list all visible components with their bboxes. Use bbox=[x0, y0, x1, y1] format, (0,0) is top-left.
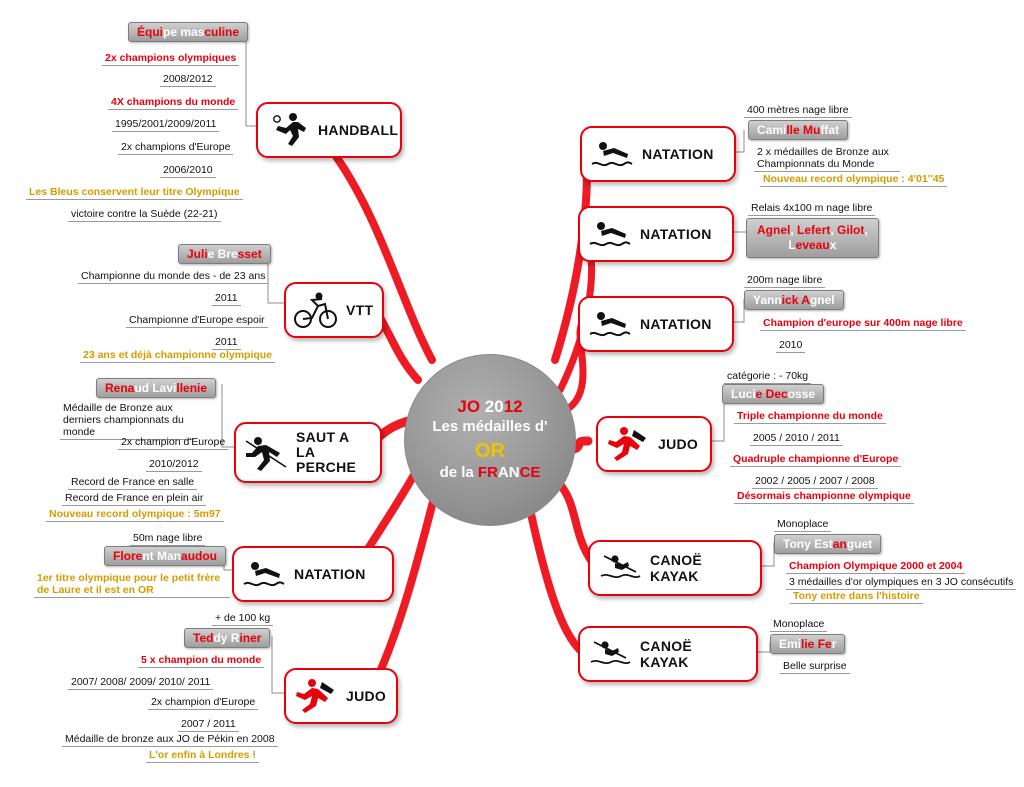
sub-header: catégorie : - 70kg bbox=[724, 370, 811, 384]
name-plate-camille-muffat: Camille Muffat bbox=[748, 120, 848, 140]
sub-item: Médaille de bronze aux JO de Pékin en 2008 bbox=[62, 733, 278, 747]
sub-header: 50m nage libre bbox=[130, 532, 205, 546]
sub-item: 2x champions d'Europe bbox=[118, 141, 233, 155]
sub-header: Monoplace bbox=[774, 518, 831, 532]
name-plate-julie-bresset: Julie Bresset bbox=[178, 244, 271, 264]
topic-natation-50m[interactable] bbox=[232, 546, 394, 602]
sub-item: 2 x médailles de Bronze aux Championnats du Monde bbox=[754, 146, 900, 172]
sub-item: 2005 / 2010 / 2011 bbox=[750, 432, 843, 446]
name-plate-renaud-lavillenie: Renaud Lavillenie bbox=[96, 378, 216, 398]
sub-item: Belle surprise bbox=[780, 660, 850, 674]
judo-icon bbox=[606, 424, 650, 464]
sub-header: Relais 4x100 m nage libre bbox=[748, 202, 875, 216]
topic-handball[interactable] bbox=[256, 102, 402, 158]
sub-item: Nouveau record olympique : 5m97 bbox=[46, 508, 224, 522]
sub-item: 1995/2001/2009/2011 bbox=[112, 118, 219, 132]
topic-canoe-kayak-fer[interactable] bbox=[578, 626, 758, 682]
sub-item: 2010 bbox=[776, 339, 805, 353]
topic-label: VTT bbox=[346, 302, 374, 318]
topic-label: SAUT A LA PERCHE bbox=[296, 429, 357, 475]
topic-label: JUDO bbox=[658, 436, 699, 452]
center-node bbox=[404, 354, 576, 526]
pole-vault-icon bbox=[244, 433, 288, 473]
name-plate-relais: Agnel, Lefert, Gilot, Leveaux bbox=[746, 218, 879, 258]
sub-item: Championne du monde des - de 23 ans bbox=[78, 270, 268, 284]
name-plate-florent-manaudou: Florent Manaudou bbox=[104, 546, 226, 566]
topic-label: NATATION bbox=[640, 226, 712, 242]
sub-item: 2010/2012 bbox=[146, 458, 202, 472]
swimming-icon bbox=[588, 214, 632, 254]
swimming-icon bbox=[588, 304, 632, 344]
sub-header: Monoplace bbox=[770, 618, 827, 632]
topic-judo-riner[interactable] bbox=[284, 668, 398, 724]
sub-item: victoire contre la Suède (22-21) bbox=[68, 208, 221, 222]
topic-label: NATATION bbox=[294, 566, 366, 582]
topic-natation-200m[interactable] bbox=[578, 296, 734, 352]
judo-icon bbox=[294, 676, 338, 716]
topic-natation-relais[interactable] bbox=[578, 206, 734, 262]
name-plate-tony-estanguet: Tony Estanguet bbox=[774, 534, 881, 554]
name-plate-emilie-fer: Emilie Fer bbox=[770, 634, 845, 654]
topic-label: HANDBALL bbox=[318, 122, 399, 138]
sub-item: Quadruple championne d'Europe bbox=[730, 453, 901, 467]
topic-judo-decosse[interactable] bbox=[596, 416, 712, 472]
topic-label: CANOË KAYAK bbox=[640, 638, 693, 670]
sub-item: Les Bleus conservent leur titre Olympique bbox=[26, 186, 243, 200]
sub-item: 23 ans et déjà championne olympique bbox=[80, 349, 275, 363]
sub-item: Championne d'Europe espoir bbox=[126, 314, 268, 328]
center-title-line1: JO 2012 bbox=[457, 397, 523, 416]
topic-label: JUDO bbox=[346, 688, 387, 704]
topic-canoe-kayak-estanguet[interactable] bbox=[588, 540, 762, 596]
sub-item: 1er titre olympique pour le petit frère de Laure et il est en OR bbox=[34, 572, 230, 598]
sub-item: 2x champion d'Europe bbox=[118, 436, 228, 450]
sub-item: 3 médailles d'or olympiques en 3 JO consécutifs bbox=[786, 576, 1016, 590]
sub-header: 400 mètres nage libre bbox=[744, 104, 852, 118]
name-plate-equipe-masculine: Équipe masculine bbox=[128, 22, 248, 42]
sub-item: 2008/2012 bbox=[160, 73, 216, 87]
sub-item: 2006/2010 bbox=[160, 164, 216, 178]
swimming-icon bbox=[590, 134, 634, 174]
sub-item: Nouveau record olympique : 4'01''45 bbox=[760, 173, 947, 187]
name-plate-teddy-riner: Teddy Riner bbox=[184, 628, 270, 648]
sub-item: Tony entre dans l'histoire bbox=[790, 590, 923, 604]
sub-item: Médaille de Bronze aux derniers championnats du monde bbox=[60, 402, 194, 440]
sub-item: Champion d'europe sur 400m nage libre bbox=[760, 317, 966, 331]
sub-item: 4X champions du monde bbox=[108, 96, 238, 110]
kayak-icon bbox=[598, 548, 642, 588]
topic-natation-400m[interactable] bbox=[580, 126, 736, 182]
sub-item: Désormais championne olympique bbox=[734, 490, 914, 504]
topic-label: NATATION bbox=[640, 316, 712, 332]
center-title-gold: OR bbox=[475, 440, 505, 462]
topic-label: CANOË KAYAK bbox=[650, 552, 703, 584]
sub-item: 2011 bbox=[212, 292, 241, 306]
kayak-icon bbox=[588, 634, 632, 674]
sub-item: Record de France en salle bbox=[68, 476, 197, 490]
topic-vtt[interactable] bbox=[284, 282, 384, 338]
topic-label: NATATION bbox=[642, 146, 714, 162]
center-title-line2: Les médailles d' bbox=[432, 418, 548, 435]
sub-header: 200m nage libre bbox=[744, 274, 825, 288]
sub-item: Record de France en plein air bbox=[62, 492, 206, 506]
sub-item: 2002 / 2005 / 2007 / 2008 bbox=[752, 475, 878, 489]
sub-item: 5 x champion du monde bbox=[138, 654, 264, 668]
sub-item: L'or enfin à Londres ! bbox=[146, 749, 259, 763]
sub-item: 2007/ 2008/ 2009/ 2010/ 2011 bbox=[68, 676, 213, 690]
sub-item: 2x champion d'Europe bbox=[148, 696, 258, 710]
sub-header: + de 100 kg bbox=[212, 612, 273, 626]
sub-item: Triple championne du monde bbox=[734, 410, 886, 424]
cycling-icon bbox=[294, 290, 338, 330]
sub-item: Champion Olympique 2000 et 2004 bbox=[786, 560, 965, 574]
name-plate-yannick-agnel: Yannick Agnel bbox=[744, 290, 844, 310]
sub-item: 2007 / 2011 bbox=[178, 718, 239, 732]
handball-icon bbox=[266, 110, 310, 150]
sub-item: 2011 bbox=[212, 336, 241, 350]
topic-saut-a-la-perche[interactable] bbox=[234, 422, 382, 483]
sub-item: 2x champions olympiques bbox=[102, 52, 239, 66]
swimming-icon bbox=[242, 554, 286, 594]
center-title-line4: de la FRANCE bbox=[439, 464, 541, 481]
name-plate-lucie-decosse: Lucie Decosse bbox=[722, 384, 824, 404]
